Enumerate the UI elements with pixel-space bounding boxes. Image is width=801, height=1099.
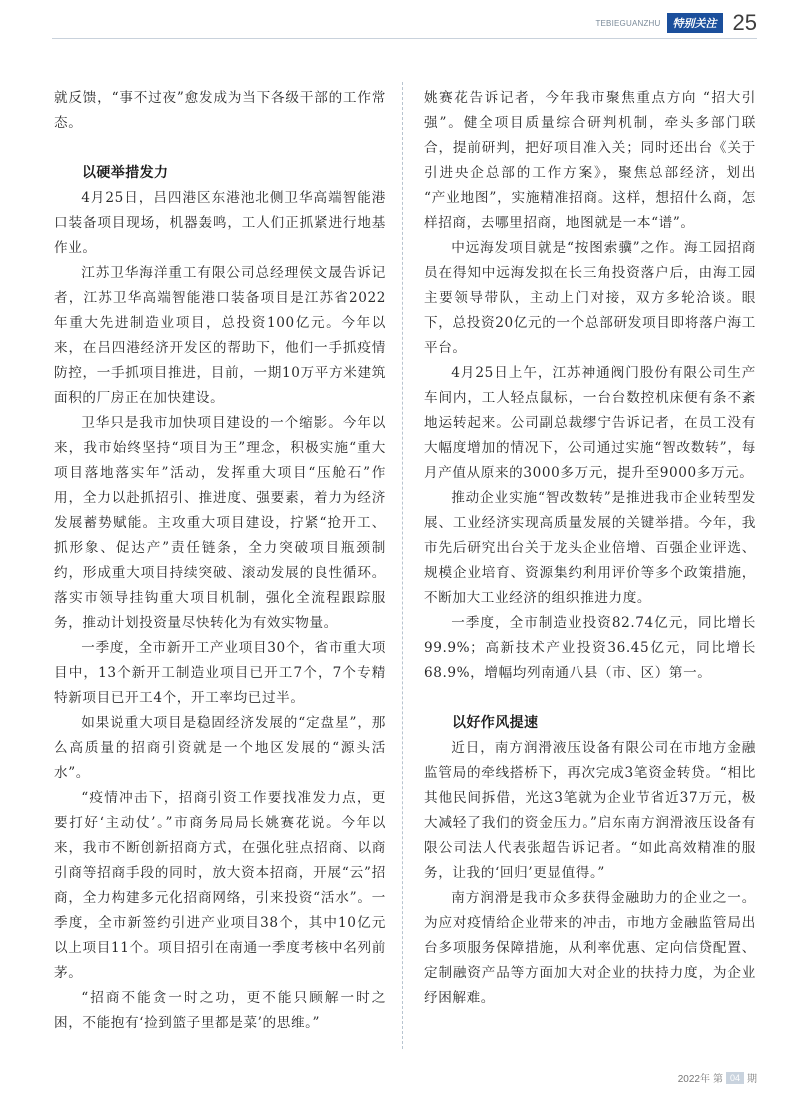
paragraph: 4月25日上午，江苏神通阀门股份有限公司生产车间内，工人轻点鼠标，一台台数控机床便有条不紊地运转起来。公司副总裁缪宁告诉记者，在员工没有大幅度增加的情况下，公司通过实施“智改数转”，每月产值从原来的3000多万元，提升至9000多万元。	[424, 365, 756, 481]
page-header	[595, 10, 757, 36]
section-heading: 以好作风提速	[452, 715, 539, 731]
paragraph: 江苏卫华海洋重工有限公司总经理侯文晟告诉记者，江苏卫华高端智能港口装备项目是江苏省2022年重大先进制造业项目，总投资100亿元。今年以来，在吕四港经济开发区的帮助下，他们一手抓疫情防控，一手抓项目推进，目前，一期10万平方米建筑面积的厂房正在加快建设。	[54, 265, 386, 406]
right-column	[424, 86, 756, 1011]
paragraph: 如果说重大项目是稳固经济发展的“定盘星”，那么高质量的招商引资就是一个地区发展的“源头活水”。	[54, 715, 386, 781]
page-footer	[678, 1070, 757, 1085]
left-column	[54, 86, 386, 1036]
paragraph: 推动企业实施“智改数转”是推进我市企业转型发展、工业经济实现高质量发展的关键举措。今年，我市先后研究出台关于龙头企业倍增、百强企业评选、规模企业培育、资源集约利用评价等多个政策措施，不断加大工业经济的组织推进力度。	[424, 490, 756, 606]
paragraph: “疫情冲击下，招商引资工作要找准发力点，更要打好‘主动仗’。”市商务局局长姚赛花说。今年以来，我市不断创新招商方式，在强化驻点招商、以商引商等招商手段的同时，放大资本招商，开展“云”招商，全力构建多元化招商网络，引来投资“活水”。一季度，全市新签约引进产业项目38个，其中10亿元以上项目11个。项目招引在南通一季度考核中名列前茅。	[54, 790, 386, 981]
paragraph: 卫华只是我市加快项目建设的一个缩影。今年以来，我市始终坚持“项目为王”理念，积极实施“重大项目落地落实年”活动，发挥重大项目“压舱石”作用，全力以赴抓招引、推进度、强要素，着力为经济发展蓄势赋能。主攻重大项目建设，拧紧“抢开工、抓形象、促达产”责任链条，全力突破项目瓶颈制约，形成重大项目持续突破、滚动发展的良性循环。落实市领导挂钩重大项目机制，强化全流程跟踪服务，推动计划投资量尽快转化为有效实物量。	[54, 415, 386, 631]
paragraph: 南方润滑是我市众多获得金融助力的企业之一。为应对疫情给企业带来的冲击，市地方金融监管局出台多项服务保障措施，从利率优惠、定向信贷配置、定制融资产品等方面加大对企业的扶持力度，为企业纾困解难。	[424, 890, 756, 1006]
paragraph: 近日，南方润滑液压设备有限公司在市地方金融监管局的牵线搭桥下，再次完成3笔资金转贷。“相比其他民间拆借，光这3笔就为企业节省近37万元，极大减轻了我们的资金压力。”启东南方润滑液压设备有限公司法人代表张超告诉记者。“如此高效精准的服务，让我的‘回归’更显值得。”	[424, 740, 756, 881]
paragraph-continued: 就反馈，“事不过夜”愈发成为当下各级干部的工作常态。	[54, 90, 386, 131]
paragraph-continued: 姚赛花告诉记者，今年我市聚焦重点方向 “招大引强”。健全项目质量综合研判机制，牵头多部门联合，提前研判，把好项目准入关；同时还出台《关于引进央企总部的工作方案》，聚焦总部经济，划出 “产业地图”，实施精准招商。这样，想招什么商，怎样招商，去哪里招商，地图就是一本“谱”。	[424, 90, 756, 231]
column-divider	[402, 82, 403, 1049]
paragraph: 中远海发项目就是“按图索骥”之作。海工园招商员在得知中远海发拟在长三角投资落户后，由海工园主要领导带队，主动上门对接，双方多轮洽谈。眼下，总投资20亿元的一个总部研发项目即将落户海工平台。	[424, 240, 756, 356]
section-pinyin: TEBIEGUANZHU	[595, 18, 661, 28]
paragraph: “招商不能贪一时之功，更不能只顾解一时之困，不能抱有‘捡到篮子里都是菜’的思维。”	[54, 990, 386, 1031]
footer-year: 2022年	[677, 1074, 710, 1085]
section-heading: 以硬举措发力	[82, 165, 169, 181]
issue-number: 04	[726, 1072, 744, 1084]
header-rule	[52, 38, 757, 39]
paragraph: 一季度，全市制造业投资82.74亿元，同比增长99.9%；高新技术产业投资36.45亿元，同比增长68.9%，增幅均列南通八县（市、区）第一。	[424, 615, 756, 681]
paragraph: 4月25日，吕四港区东港池北侧卫华高端智能港口装备项目现场，机器轰鸣，工人们正抓紧进行地基作业。	[54, 190, 386, 256]
footer-di: 第	[712, 1074, 723, 1085]
page-number: 25	[732, 10, 757, 35]
section-tag: 特别关注	[667, 13, 723, 33]
footer-qi: 期	[747, 1074, 757, 1085]
paragraph: 一季度，全市新开工产业项目30个，省市重大项目中，13个新开工制造业项目已开工7个，7个专精特新项目已开工4个，开工率均已过半。	[54, 640, 386, 706]
